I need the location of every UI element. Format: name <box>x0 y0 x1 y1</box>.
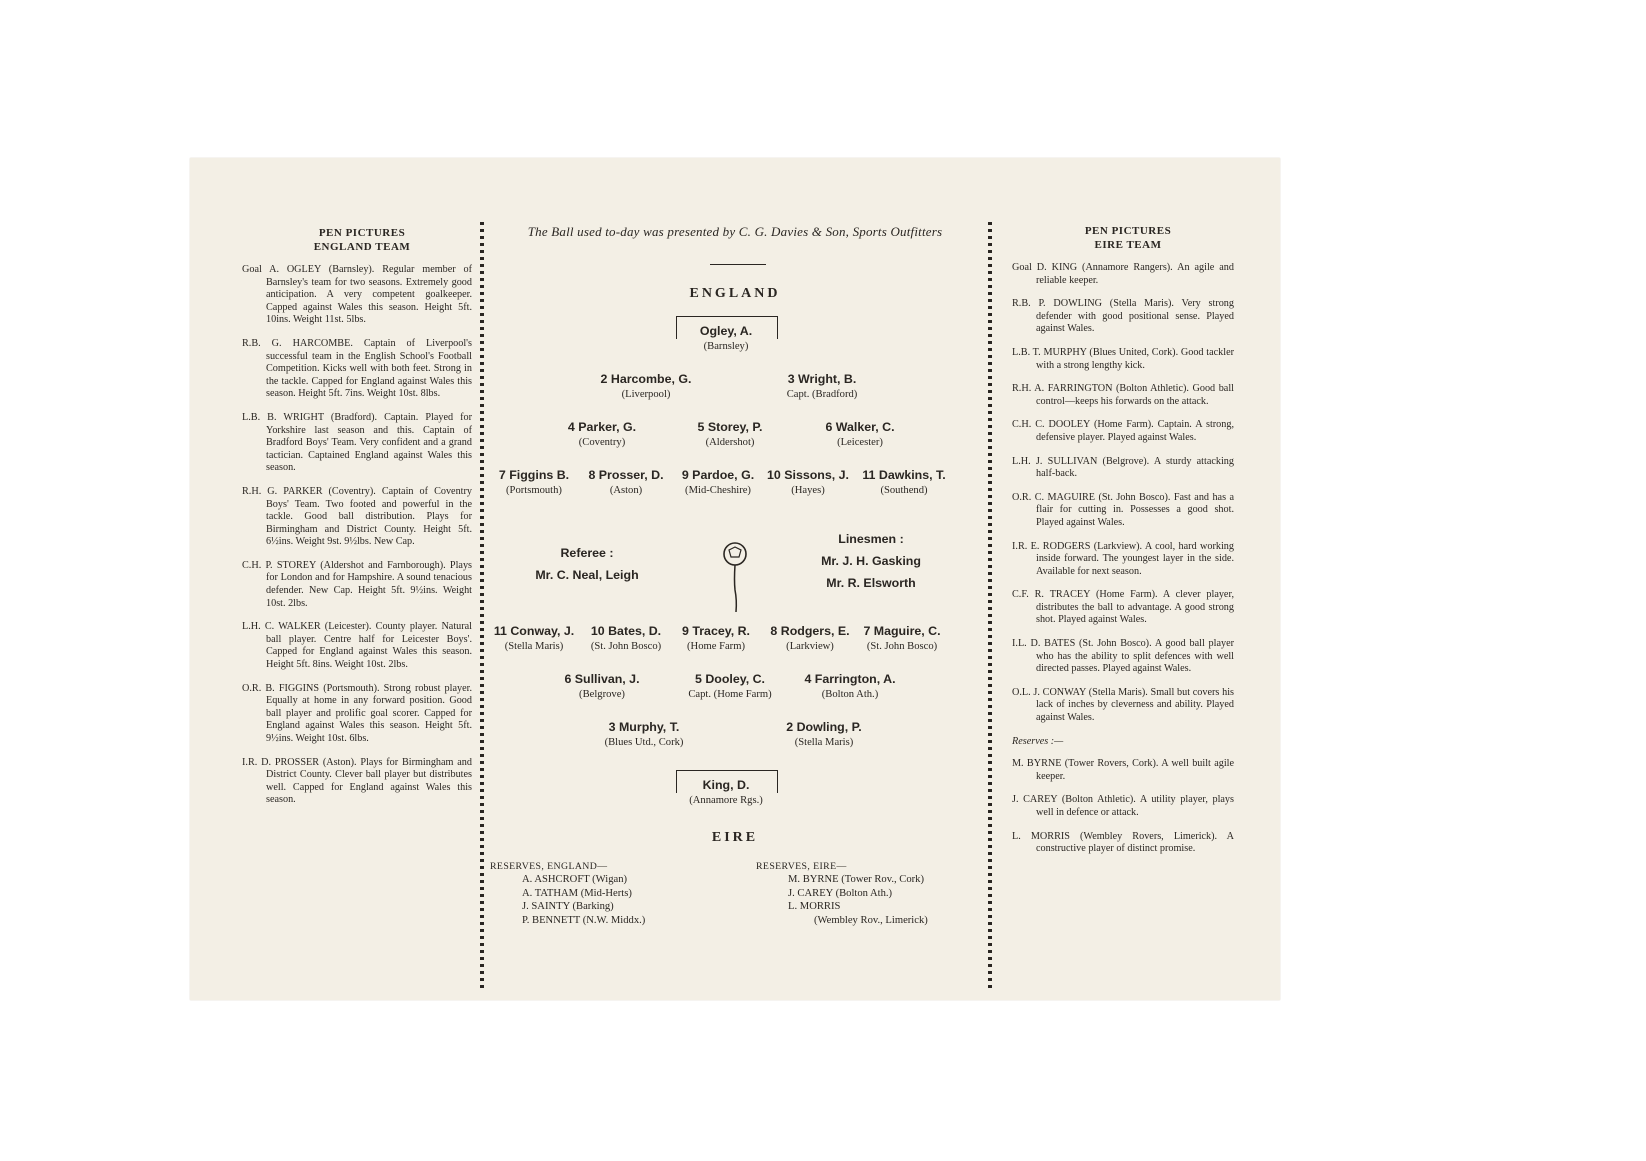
player-name: 4 Farrington, A. <box>804 672 896 686</box>
player-slot <box>670 420 790 448</box>
reserves-label: Reserves :— <box>1012 735 1064 747</box>
pen-picture: C.H. P. STOREY (Aldershot and Farnborough). Plays for London and for Hampshire. A sound tenacious defender. New Cap. Height 5ft. 9½ins. Weight 10st. 2lbs. <box>242 559 472 609</box>
player-slot <box>666 778 786 806</box>
player-slot <box>670 672 790 700</box>
reserve-item: J. SAINTY (Barking) <box>522 901 614 913</box>
pen-picture: I.L. D. BATES (St. John Bosco). A good ball player who has the ability to split defences with well directed passes. Played against Wales. <box>1012 638 1234 675</box>
player-name: 8 Prosser, D. <box>588 468 664 482</box>
player-name: 7 Maguire, C. <box>863 624 941 638</box>
player-slot <box>760 624 860 652</box>
pen-picture: M. BYRNE (Tower Rovers, Cork). A well built agile keeper. <box>1012 758 1234 782</box>
player-slot <box>790 672 910 700</box>
player-club: (Stella Maris) <box>794 737 854 748</box>
heading-line: PEN PICTURES <box>1084 225 1172 237</box>
dashed-divider <box>480 222 484 992</box>
player-name: King, D. <box>702 778 750 792</box>
reserve-item: P. BENNETT (N.W. Middx.) <box>522 914 646 926</box>
player-name: 4 Parker, G. <box>567 420 637 434</box>
player-club: (Mid-Cheshire) <box>685 485 751 496</box>
player-name: 9 Tracey, R. <box>682 624 750 638</box>
player-club: Capt. (Bradford) <box>786 389 858 400</box>
player-slot <box>668 468 768 496</box>
pen-picture: I.R. D. PROSSER (Aston). Plays for Birmingham and District County. Clever ball player but distributes well. Capped for England against Wales this season. <box>242 756 472 806</box>
player-club: (Bolton Ath.) <box>821 689 879 700</box>
player-club: (Annamore Rgs.) <box>689 795 763 806</box>
player-club: (Home Farm) <box>687 641 745 652</box>
player-club: (Larkview) <box>786 641 834 652</box>
player-slot <box>480 624 588 652</box>
player-slot <box>666 324 786 352</box>
pen-picture: R.H. G. PARKER (Coventry). Captain of Coventry Boys' Team. Two footed and powerful in the tackle. Good ball distribution. Plays for Birmingham and District County. Height 5ft. 6½ins. Weight 9st. 9½lbs. New Cap. <box>242 485 472 548</box>
player-club: (Portsmouth) <box>506 485 562 496</box>
player-slot <box>800 420 920 448</box>
eire-title: EIRE <box>711 830 759 845</box>
player-slot <box>762 372 882 400</box>
ball-pin-icon <box>718 538 752 618</box>
ball-presented-note: The Ball used to-day was presented by C. G. Davies & Son, Sports Outfitters <box>527 224 943 239</box>
player-name: 10 Bates, D. <box>590 624 662 638</box>
player-name: 7 Figgins B. <box>498 468 570 482</box>
pen-picture: R.H. A. FARRINGTON (Bolton Athletic). Good ball control—keeps his forwards on the attack. <box>1012 383 1234 407</box>
player-name: 11 Conway, J. <box>493 624 575 638</box>
pen-picture: O.R. B. FIGGINS (Portsmouth). Strong robust player. Equally at home in any forward position. Good ball player and prolific goal scorer. Capped for England against Wales this season. Height 5ft. 9½ins. Weight 10st. 6lbs. <box>242 682 472 744</box>
player-slot <box>666 624 766 652</box>
player-name: 6 Sullivan, J. <box>564 672 640 686</box>
reserve-item: L. MORRIS <box>788 901 841 913</box>
player-club: (Stella Maris) <box>504 641 564 652</box>
pen-picture: Goal A. OGLEY (Barnsley). Regular member of Barnsley's team for two seasons. Extremely good anticipation. A very competent goalkeeper. Capped against Wales this season. Height 5ft. 10ins. Weight 11st. 5lbs. <box>242 264 472 326</box>
programme-sheet <box>190 158 1280 1000</box>
pen-picture: L.B. B. WRIGHT (Bradford). Captain. Played for Yorkshire last season and this. Captain of Bradford Boys' Team. Very confident and a grand tactician. Captained England against Wales this season. <box>242 411 472 474</box>
player-name: 5 Storey, P. <box>697 420 763 434</box>
player-name: 9 Pardoe, G. <box>681 468 755 482</box>
reserve-item: (Wembley Rov., Limerick) <box>814 914 928 926</box>
reserve-item: A. ASHCROFT (Wigan) <box>522 874 628 886</box>
referee-block <box>512 546 662 590</box>
title-rule <box>710 264 766 265</box>
player-club: (Hayes) <box>791 485 825 496</box>
player-name: 3 Wright, B. <box>787 372 857 386</box>
pen-picture: L.H. C. WALKER (Leicester). County player. Natural ball player. Centre half for Leicester Boys'. Capped for England against Wales this season. Height 5ft. 8ins. Weight 10st. 2lbs. <box>242 621 472 671</box>
player-club: (St. John Bosco) <box>590 641 662 652</box>
england-pen-pictures <box>242 226 472 818</box>
player-name: 2 Harcombe, G. <box>600 372 692 386</box>
england-pen-pictures-heading <box>252 226 472 254</box>
player-club: (Belgrove) <box>579 689 625 700</box>
reserve-item: A. TATHAM (Mid-Herts) <box>522 887 632 899</box>
player-slot <box>576 468 676 496</box>
player-name: 8 Rodgers, E. <box>770 624 850 638</box>
player-club: (Barnsley) <box>703 341 749 352</box>
reserves-title: RESERVES, EIRE— <box>756 861 847 872</box>
reserves-title: RESERVES, ENGLAND— <box>490 861 608 872</box>
player-slot <box>542 420 662 448</box>
player-club: (Liverpool) <box>621 389 671 400</box>
player-club: (Coventry) <box>578 437 626 448</box>
player-slot <box>484 468 584 496</box>
pen-picture: O.L. J. CONWAY (Stella Maris). Small but covers his lack of inches by cleverness and ability. Played against Wales. <box>1012 686 1234 724</box>
england-reserves <box>490 860 730 927</box>
referee-label: Referee : <box>560 546 614 560</box>
player-slot <box>854 468 954 496</box>
pen-picture: C.F. R. TRACEY (Home Farm). A clever player, distributes the ball to advantage. A good strong shot. Played against Wales. <box>1012 589 1234 626</box>
player-slot <box>586 372 706 400</box>
heading-line: PEN PICTURES <box>318 227 406 239</box>
eire-reserves <box>756 860 978 927</box>
eire-pen-pictures <box>1012 224 1234 867</box>
player-name: 6 Walker, C. <box>825 420 895 434</box>
player-club: Capt. (Home Farm) <box>688 689 772 700</box>
player-slot <box>542 672 662 700</box>
player-name: 11 Dawkins, T. <box>862 468 946 482</box>
player-slot <box>852 624 952 652</box>
linesmen-block <box>786 532 956 598</box>
pen-picture: J. CAREY (Bolton Athletic). A utility player, plays well in defence or attack. <box>1012 794 1234 818</box>
linesman-name: Mr. J. H. Gasking <box>821 554 921 568</box>
player-name: 5 Dooley, C. <box>695 672 765 686</box>
team-lineups <box>490 158 980 1000</box>
reserve-item: J. CAREY (Bolton Ath.) <box>788 887 893 899</box>
linesmen-label: Linesmen : <box>838 532 904 546</box>
player-club: (Aldershot) <box>705 437 755 448</box>
pen-picture: L.H. J. SULLIVAN (Belgrove). A sturdy attacking half-back. <box>1012 455 1234 480</box>
reserve-item: M. BYRNE (Tower Rov., Cork) <box>788 874 924 886</box>
pen-picture: I.R. E. RODGERS (Larkview). A cool, hard working inside forward. The youngest layer in the side. Available for next season. <box>1012 540 1234 577</box>
player-name: 3 Murphy, T. <box>608 720 680 734</box>
heading-line: EIRE TEAM <box>1094 239 1162 251</box>
player-club: (Blues Utd., Cork) <box>604 737 684 748</box>
heading-line: ENGLAND TEAM <box>313 241 411 253</box>
player-club: (St. John Bosco) <box>866 641 938 652</box>
pen-picture: C.H. C. DOOLEY (Home Farm). Captain. A strong, defensive player. Played against Wales. <box>1012 419 1234 443</box>
player-slot <box>584 720 704 748</box>
dashed-divider <box>988 222 992 992</box>
pen-picture: R.B. G. HARCOMBE. Captain of Liverpool's successful team in the English School's Football Competition. Kicks well with both feet. Strong in the tackle. Capped for England against Wales this season. Height 5ft. 7ins. Weight 10st. 8lbs. <box>242 337 472 400</box>
pen-picture: L. MORRIS (Wembley Rovers, Limerick). A constructive player of distinct promise. <box>1012 830 1234 855</box>
england-title: ENGLAND <box>689 286 781 301</box>
player-name: 2 Dowling, P. <box>786 720 862 734</box>
linesman-name: Mr. R. Elsworth <box>826 576 916 590</box>
pen-picture: R.B. P. DOWLING (Stella Maris). Very strong defender with good positional sense. Played against Wales. <box>1012 298 1234 335</box>
player-slot <box>758 468 858 496</box>
pen-picture: L.B. T. MURPHY (Blues United, Cork). Good tackler with a strong lengthy kick. <box>1012 346 1234 371</box>
player-slot <box>576 624 676 652</box>
pen-picture: O.R. C. MAGUIRE (St. John Bosco). Fast and has a flair for cutting in. Possesses a good shot. Played against Wales. <box>1012 491 1234 528</box>
player-club: (Aston) <box>609 485 643 496</box>
referee-name: Mr. C. Neal, Leigh <box>535 568 639 582</box>
player-club: (Leicester) <box>837 437 883 448</box>
eire-pen-pictures-heading <box>1022 224 1234 252</box>
player-name: Ogley, A. <box>699 324 753 338</box>
pen-picture: Goal D. KING (Annamore Rangers). An agile and reliable keeper. <box>1012 262 1234 286</box>
player-slot <box>764 720 884 748</box>
player-name: 10 Sissons, J. <box>767 468 849 482</box>
player-club: (Southend) <box>880 485 928 496</box>
